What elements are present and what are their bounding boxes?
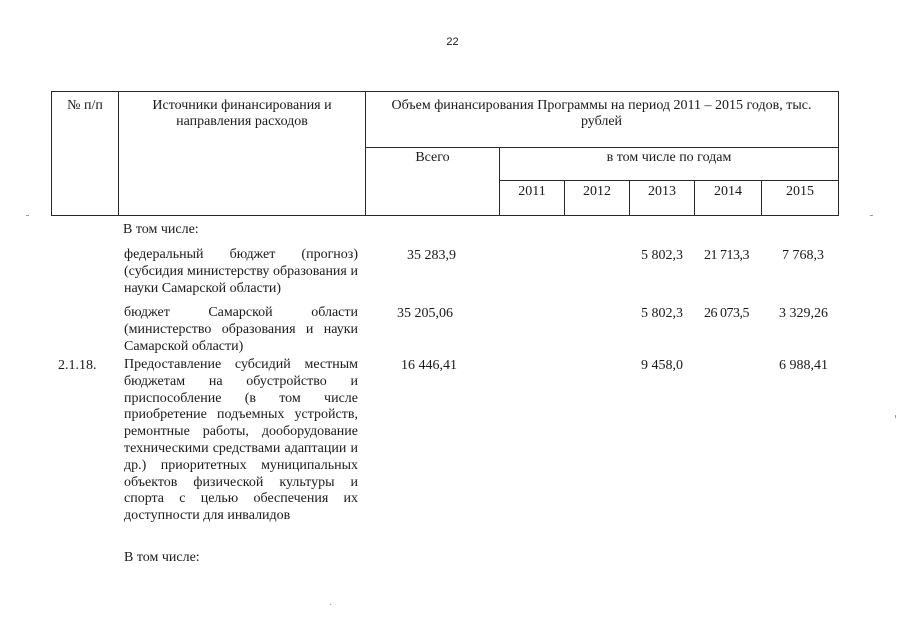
header-sources: Источники финансирования и направления расходов bbox=[152, 98, 332, 129]
header-year-2011: 2011 bbox=[518, 184, 546, 199]
header-number: № п/п bbox=[67, 98, 103, 113]
row-including-label: В том числе: bbox=[123, 222, 199, 237]
header-total: Всего bbox=[415, 150, 450, 165]
row-2-1-18-2015: 6 988,41 bbox=[779, 358, 828, 373]
row-2-1-18-text: Предоставление субсидий местным бюджетам на обустройство и приспособление (в том числе приобретение подъемных устройств, ремонтные работы, дооборудование техническими средствами адаптации и др.) приоритетных муниципальных объектов физической культуры и спорта с целью обеспечения их доступности для инвалидов bbox=[124, 357, 358, 524]
row-federal-total: 35 283,9 bbox=[407, 248, 456, 263]
row-including-label-2: В том числе: bbox=[124, 550, 200, 565]
row-2-1-18-2013: 9 458,0 bbox=[641, 358, 683, 373]
row-regional-2015: 3 329,26 bbox=[779, 306, 828, 321]
row-regional-2014: 26 073,5 bbox=[704, 306, 749, 321]
scan-speck bbox=[870, 215, 873, 216]
table-border-bottom bbox=[51, 215, 838, 216]
header-volume: Объем финансирования Программы на период 2011 – 2015 годов, тыс. рублей bbox=[391, 98, 812, 129]
row-regional-total: 35 205,06 bbox=[397, 306, 453, 321]
table-line-volume-bottom bbox=[365, 147, 838, 148]
header-year-2012: 2012 bbox=[583, 184, 611, 199]
table-divider-number bbox=[118, 91, 119, 216]
scan-speck bbox=[330, 604, 331, 605]
row-2-1-18-total: 16 446,41 bbox=[401, 358, 457, 373]
header-by-years: в том числе по годам bbox=[606, 150, 732, 165]
table-line-years-top bbox=[499, 180, 838, 181]
table-border-top bbox=[51, 91, 838, 92]
header-year-2013: 2013 bbox=[648, 184, 676, 199]
scan-speck bbox=[895, 415, 896, 418]
header-year-2015: 2015 bbox=[786, 184, 814, 199]
page-number: 22 bbox=[446, 36, 459, 48]
row-regional-text: бюджет Самарской области (министерство образования и науки Самарской области) bbox=[124, 305, 358, 354]
header-year-2014: 2014 bbox=[714, 184, 742, 199]
row-federal-2013: 5 802,3 bbox=[641, 248, 683, 263]
row-federal-2015: 7 768,3 bbox=[782, 248, 824, 263]
table-border-left bbox=[51, 91, 52, 216]
row-federal-2014: 21 713,3 bbox=[704, 248, 749, 263]
row-2-1-18-number: 2.1.18. bbox=[58, 358, 97, 373]
row-federal-text: федеральный бюджет (прогноз) (субсидия министерству образования и науки Самарской области) bbox=[124, 247, 358, 296]
table-border-right bbox=[838, 91, 839, 216]
row-regional-2013: 5 802,3 bbox=[641, 306, 683, 321]
scan-speck bbox=[26, 215, 29, 216]
